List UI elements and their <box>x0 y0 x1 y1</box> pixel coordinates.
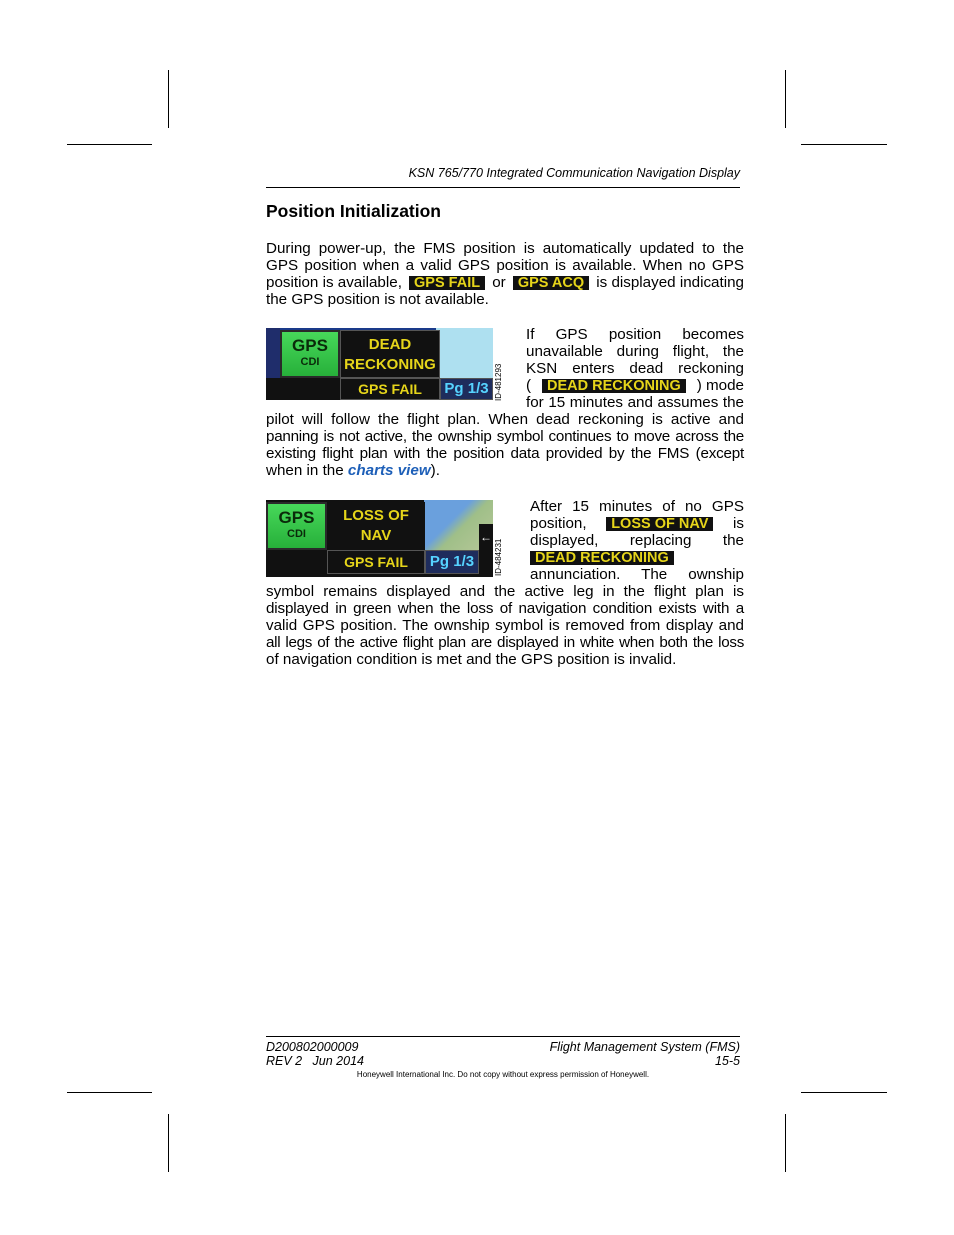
text-fragment: position <box>608 326 662 343</box>
text-line: KSN enters dead reckoning <box>526 360 744 377</box>
text-line <box>526 377 744 394</box>
text-fragment: position is available, <box>266 274 402 291</box>
text-fragment: is displayed indicating <box>596 274 744 291</box>
gps-fail-annunciation: GPS FAIL <box>409 276 485 290</box>
gps-label: GPS <box>278 508 315 527</box>
cdi-label: CDI <box>300 356 320 368</box>
gps-fail-annunciation: GPS FAIL <box>327 550 425 574</box>
crop-mark <box>801 1092 887 1093</box>
text-line: GPS position when a valid GPS position is available. When no GPS <box>266 257 744 274</box>
text-line: for 15 minutes and assumes the <box>526 394 744 411</box>
gps-label: GPS <box>292 336 328 355</box>
text-line: existing flight plan with the position data provided by the FMS (except <box>266 445 744 462</box>
footer-rule <box>266 1036 740 1037</box>
text-line: the GPS position is not available. <box>266 291 489 308</box>
text-line <box>266 462 744 479</box>
running-header: KSN 765/770 Integrated Communication Navigation Display <box>408 166 740 180</box>
paragraph-intro <box>266 240 744 308</box>
loss-of-nav-annunciation: LOSS OF NAV <box>606 517 713 531</box>
dead-reckoning-annunciation: DEAD RECKONING <box>530 551 674 565</box>
text-line: displayed in green when the loss of navigation condition exists with a <box>266 600 744 617</box>
page-number: 15-5 <box>714 1054 740 1068</box>
page-indicator-button[interactable]: Pg 1/3 <box>440 378 493 400</box>
text-fragment: position, <box>530 515 587 532</box>
document-number: D200802000009 <box>266 1040 359 1054</box>
text-fragment: or <box>492 274 506 291</box>
chapter-title: Flight Management System (FMS) <box>549 1040 740 1054</box>
annunciation-line: RECKONING <box>344 356 436 373</box>
header-rule <box>266 187 740 188</box>
text-line: During power-up, the FMS position is automatically updated to the <box>266 240 744 257</box>
text-line: valid GPS position. The ownship symbol is removed from display and <box>266 617 744 634</box>
text-line <box>526 326 744 343</box>
paragraph-dead-reckoning <box>266 326 744 479</box>
text-line: symbol remains displayed and the active leg in the flight plan is <box>266 583 744 600</box>
text-fragment: when in the <box>266 462 344 479</box>
annunciation-line: NAV <box>360 527 392 544</box>
text-fragment: If <box>526 326 535 343</box>
crop-mark <box>785 1114 786 1172</box>
text-line: annunciation. The ownship <box>530 566 744 583</box>
annunciation-line: DEAD <box>368 336 412 353</box>
text-line: of navigation condition is met and the GPS position is invalid. <box>266 651 677 668</box>
text-line: displayed, replacing the <box>530 532 744 549</box>
text-line: After 15 minutes of no GPS <box>530 498 744 515</box>
text-fragment: becomes <box>682 326 744 343</box>
annunciation-line: LOSS OF <box>343 507 409 524</box>
map-edge-arrow[interactable]: ← <box>479 524 493 550</box>
text-fragment: ( <box>526 377 532 394</box>
gps-fail-annunciation: GPS FAIL <box>340 378 440 400</box>
text-line: pilot will follow the flight plan. When dead reckoning is active and <box>266 411 744 428</box>
crop-mark <box>801 144 887 145</box>
cdi-label: CDI <box>287 528 306 540</box>
text-line <box>530 515 744 532</box>
text-line <box>530 549 744 566</box>
figure-id: ID-481293 <box>494 363 503 401</box>
text-fragment: GPS <box>555 326 588 343</box>
text-line <box>266 274 744 291</box>
crop-mark <box>168 1114 169 1172</box>
crop-mark <box>785 70 786 128</box>
text-fragment: ) mode <box>696 377 744 394</box>
footer-right <box>440 1040 740 1068</box>
copyright-notice: Honeywell International Inc. Do not copy without express permission of Honeywell. <box>356 1070 650 1079</box>
crop-mark <box>67 1092 152 1093</box>
gps-acq-annunciation: GPS ACQ <box>513 276 589 290</box>
dead-reckoning-annunciation: DEAD RECKONING <box>542 379 686 393</box>
text-fragment: is <box>733 515 744 532</box>
crop-mark <box>168 70 169 128</box>
text-line: unavailable during flight, the <box>526 343 744 360</box>
paragraph-loss-of-nav <box>266 498 744 668</box>
crop-mark <box>67 144 152 145</box>
charts-view-link[interactable]: charts view <box>347 462 431 479</box>
text-line: panning is not active, the ownship symbol continues to move across the <box>266 428 744 445</box>
figure-id: ID-484231 <box>494 538 503 576</box>
text-line: all legs of the active flight plan are displayed in white when both the loss <box>266 634 744 651</box>
revision: REV 2 Jun 2014 <box>266 1054 364 1068</box>
text-fragment: ). <box>430 462 440 479</box>
footer-left <box>266 1040 364 1068</box>
section-title: Position Initialization <box>266 201 441 221</box>
page-indicator-button[interactable]: Pg 1/3 <box>425 550 479 574</box>
